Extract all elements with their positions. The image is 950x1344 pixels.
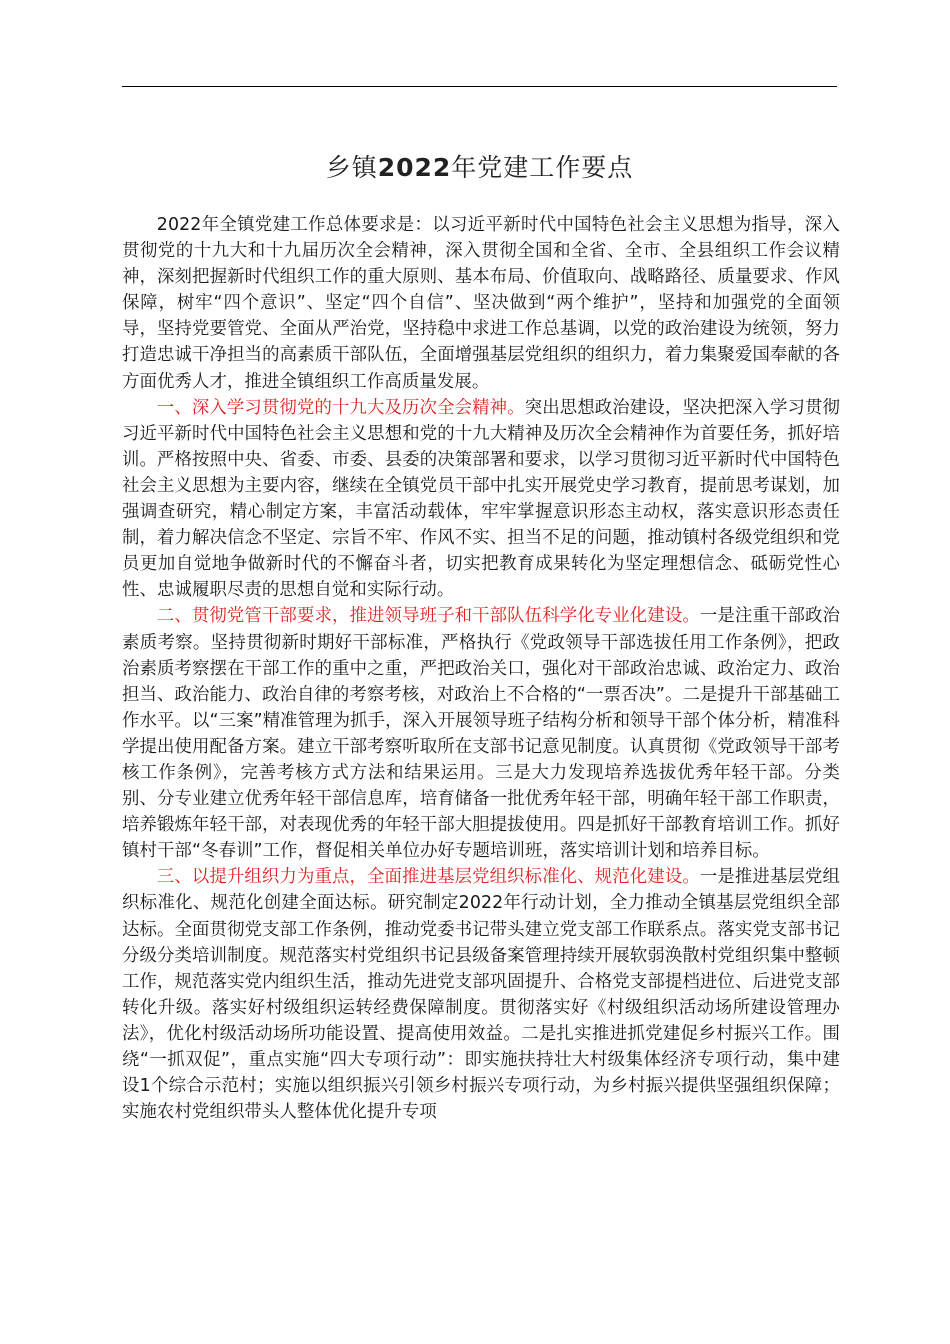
section-body-1: 突出思想政治建设，坚决把深入学习贯彻习近平新时代中国特色社会主义思想和党的十九大精神及历次全会精神作为首要任务，抓好培训。严格按照中央、省委、市委、县委的决策部署和要求，以学习贯彻习近平新时代中国特色社会主义思想为主要内容，继续在全镇党员干部中扎实开展党史学习教育，提前思考谋划，加强调查研究，精心制定方案，丰富活动载体，牢牢掌握意识形态主动权，落实意识形态责任制，着力解决信念不坚定、宗旨不牢、作风不实、担当不足的问题，推动镇村各级党组织和党员更加自觉地争做新时代的不懈奋斗者，切实把教育成果转化为坚定理想信念、砥砺党性心性、忠诚履职尽责的思想自觉和实际行动。 <box>122 397 840 601</box>
section-body-2: 一是注重干部政治素质考察。坚持贯彻新时期好干部标准，严格执行《党政领导干部选拔任用工作条例》，把政治素质考察摆在干部工作的重中之重，严把政治关口，强化对干部政治忠诚、政治定力、政治担当、政治能力、政治自律的考察考核，对政治上不合格的“一票否决”。二是提升干部基础工作水平。以“三案”精准管理为抓手，深入开展领导班子结构分析和领导干部个体分析，精准科学提出使用配备方案。建立干部考察听取所在支部书记意见制度。认真贯彻《党政领导干部考核工作条例》，完善考核方式方法和结果运用。三是大力发现培养选拔优秀年轻干部。分类别、分专业建立优秀年轻干部信息库，培育储备一批优秀年轻干部，明确年轻干部工作职责，培养锻炼年轻干部，对表现优秀的年轻干部大胆提拔使用。四是抓好干部教育培训工作。抓好镇村干部“冬春训”工作，督促相关单位办好专题培训班，落实培训计划和培养目标。 <box>122 606 840 862</box>
section-heading-3: 三、以提升组织力为重点，全面推进基层党组织标准化、规范化建设。 <box>156 867 700 888</box>
title-prefix: 乡镇 <box>325 153 378 182</box>
title-suffix: 年党建工作要点 <box>451 153 634 182</box>
document-body <box>122 212 840 1125</box>
section-heading-2: 二、贯彻党管干部要求，推进领导班子和干部队伍科学化专业化建设。 <box>156 606 700 627</box>
title-year: 2022 <box>377 153 452 182</box>
section-body-3: 一是推进基层党组织标准化、规范化创建全面达标。研究制定2022年行动计划，全力推动全镇基层党组织全部达标。全面贯彻党支部工作条例，推动党委书记带头建立党支部工作联系点。落实党支部书记分级分类培训制度。规范落实村党组织书记县级备案管理持续开展软弱涣散村党组织集中整顿工作，规范落实党内组织生活，推动先进党支部巩固提升、合格党支部提档进位、后进党支部转化升级。落实好村级组织运转经费保障制度。贯彻落实好《村级组织活动场所建设管理办法》，优化村级活动场所功能设置、提高使用效益。二是扎实推进抓党建促乡村振兴工作。围绕“一抓双促”，重点实施“四大专项行动”：即实施扶持壮大村级集体经济专项行动，集中建设1个综合示范村；实施以组织振兴引领乡村振兴专项行动，为乡村振兴提供坚强组织保障；实施农村党组织带头人整体优化提升专项 <box>122 867 840 1123</box>
section-heading-1: 一、深入学习贯彻党的十九大及历次全会精神。 <box>156 397 525 418</box>
intro-paragraph: 2022年全镇党建工作总体要求是：以习近平新时代中国特色社会主义思想为指导，深入贯彻党的十九大和十九届历次全会精神，深入贯彻全国和全省、全市、全县组织工作会议精神，深刻把握新时代组织工作的重大原则、基本布局、价值取向、战略路径、质量要求、作风保障，树牢“四个意识”、坚定“四个自信”、坚决做到“两个维护”，坚持和加强党的全面领导，坚持党要管党、全面从严治党，坚持稳中求进工作总基调，以党的政治建设为统领，努力打造忠诚干净担当的高素质干部队伍，全面增强基层党组织的组织力，着力集聚爱国奉献的各方面优秀人才，推进全镇组织工作高质量发展。 <box>122 215 840 392</box>
section-paragraph-3 <box>122 864 840 1125</box>
section-paragraph-2 <box>122 603 840 864</box>
header-rule <box>122 86 837 87</box>
page-title <box>122 150 837 186</box>
section-paragraph-1 <box>122 395 840 604</box>
